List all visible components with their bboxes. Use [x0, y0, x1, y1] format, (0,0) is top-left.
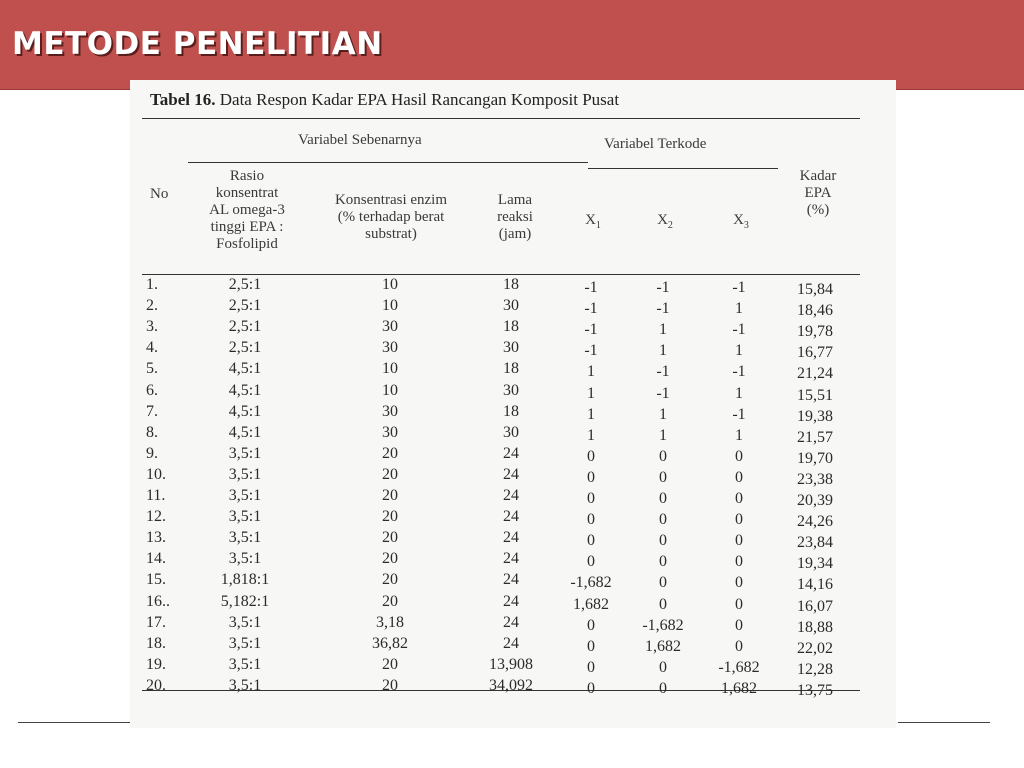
cell-epa: 21,57 — [797, 428, 833, 446]
cell-x1: 0 — [587, 468, 595, 486]
cell-ratio: 3,5:1 — [228, 655, 262, 673]
table-caption: Tabel 16. Data Respon Kadar EPA Hasil Rancangan Komposit Pusat — [150, 90, 620, 109]
cell-ratio: 3,5:1 — [228, 465, 262, 483]
cell-no: 6. — [146, 381, 158, 399]
cell-x2: 1 — [659, 405, 667, 423]
footer-rule-left — [18, 722, 130, 723]
cell-x1: 0 — [587, 637, 595, 655]
cell-x3: 0 — [735, 595, 743, 613]
cell-no: 11. — [146, 487, 166, 504]
cell-ratio: 2,5:1 — [228, 297, 262, 315]
cell-no: 2. — [146, 297, 158, 315]
cell-no: 1. — [146, 276, 158, 293]
cell-no: 15. — [146, 571, 166, 589]
cell-x1: 0 — [587, 532, 595, 550]
cell-x1: 0 — [587, 616, 595, 634]
cell-ratio: 1,818:1 — [220, 571, 270, 589]
cell-time: 24 — [503, 634, 519, 652]
cell-ratio: 4,5:1 — [228, 402, 262, 420]
cell-x1: 1,682 — [573, 595, 609, 613]
cell-x2: -1,682 — [642, 616, 684, 634]
cell-time: 24 — [503, 592, 519, 610]
cell-no: 5. — [146, 360, 158, 378]
cell-x2: 1 — [659, 426, 667, 444]
cell-no: 13. — [146, 529, 166, 547]
cell-time: 30 — [503, 297, 519, 315]
cell-enzyme: 20 — [382, 592, 398, 610]
cell-enzyme: 30 — [382, 402, 398, 420]
cell-epa: 19,38 — [797, 407, 833, 425]
cell-epa: 15,51 — [797, 386, 833, 404]
cell-time: 24 — [503, 508, 519, 526]
cell-no: 9. — [146, 444, 158, 462]
cell-x3: -1 — [732, 363, 746, 381]
cell-x3: 0 — [735, 511, 743, 529]
cell-epa: 23,38 — [797, 470, 833, 488]
cell-x3: 0 — [735, 616, 743, 634]
cell-x1: 1 — [587, 405, 595, 423]
header-enzyme: Konsentrasi enzim (% terhadap berat substrat) — [334, 192, 448, 242]
cell-x2: -1 — [656, 279, 670, 296]
cell-x3: 0 — [735, 532, 743, 550]
cell-x2: 0 — [659, 532, 667, 550]
cell-x2: 1 — [659, 342, 667, 360]
header-x3: $X_3$ — [733, 212, 749, 231]
cell-x3: 0 — [735, 490, 743, 507]
cell-epa: 15,84 — [797, 281, 833, 298]
cell-enzyme: 30 — [382, 423, 398, 441]
cell-enzyme: 10 — [382, 297, 398, 315]
cell-no: 12. — [146, 508, 166, 526]
cell-ratio: 3,5:1 — [228, 676, 262, 694]
cell-enzyme: 3,18 — [376, 613, 404, 631]
cell-x3: 0 — [735, 553, 743, 571]
header-no: No — [150, 186, 169, 202]
cell-x2: 1,682 — [645, 637, 681, 655]
cell-no: 8. — [146, 423, 158, 441]
cell-enzyme: 10 — [382, 276, 398, 293]
cell-ratio: 4,5:1 — [228, 381, 262, 399]
cell-x1: -1 — [584, 321, 598, 339]
cell-x2: 0 — [659, 574, 667, 592]
cell-enzyme: 20 — [382, 487, 398, 504]
cell-enzyme: 10 — [382, 381, 398, 399]
cell-x3: -1 — [732, 279, 746, 296]
cell-enzyme: 20 — [382, 655, 398, 673]
cell-x1: 0 — [587, 490, 595, 507]
cell-x3: 0 — [735, 574, 743, 592]
cell-x1: 0 — [587, 553, 595, 571]
cell-epa: 12,28 — [797, 660, 833, 678]
cell-time: 30 — [503, 339, 519, 357]
cell-time: 18 — [503, 276, 519, 293]
cell-no: 16.. — [146, 592, 170, 610]
cell-epa: 18,88 — [797, 618, 833, 636]
cell-enzyme: 30 — [382, 339, 398, 357]
cell-no: 18. — [146, 634, 166, 652]
cell-no: 3. — [146, 318, 158, 336]
cell-time: 18 — [503, 402, 519, 420]
cell-time: 24 — [503, 465, 519, 483]
cell-x1: -1 — [584, 279, 598, 296]
cell-ratio: 3,5:1 — [228, 487, 262, 504]
cell-time: 13,908 — [489, 655, 533, 673]
cell-x3: 1 — [735, 342, 743, 360]
cell-epa: 20,39 — [797, 492, 833, 509]
cell-enzyme: 20 — [382, 444, 398, 462]
cell-ratio: 2,5:1 — [228, 339, 262, 357]
cell-epa: 22,02 — [797, 639, 833, 657]
cell-enzyme: 30 — [382, 318, 398, 336]
table-top-rule — [142, 118, 860, 119]
cell-x2: 0 — [659, 658, 667, 676]
group-header-coded: Variabel Terkode — [604, 136, 707, 152]
cell-x2: 0 — [659, 447, 667, 465]
cell-x2: -1 — [656, 363, 670, 381]
cell-epa: 23,84 — [797, 534, 833, 552]
cell-epa: 19,78 — [797, 323, 833, 341]
cell-x3: 0 — [735, 468, 743, 486]
cell-epa: 16,77 — [797, 344, 833, 362]
header-ratio: Rasio konsentrat AL omega-3 tinggi EPA : Fosfolipid — [209, 168, 285, 252]
header-time: Lama reaksi (jam) — [497, 192, 533, 242]
cell-x2: 1 — [659, 321, 667, 339]
cell-ratio: 4,5:1 — [228, 360, 262, 378]
table-scan-image — [130, 80, 896, 728]
cell-enzyme: 20 — [382, 676, 398, 694]
cell-x2: 0 — [659, 553, 667, 571]
cell-no: 4. — [146, 339, 158, 357]
cell-x1: 0 — [587, 658, 595, 676]
cell-time: 18 — [503, 360, 519, 378]
cell-ratio: 3,5:1 — [228, 634, 262, 652]
cell-x1: -1 — [584, 342, 598, 360]
cell-x1: -1 — [584, 300, 598, 318]
cell-no: 7. — [146, 402, 158, 420]
cell-x3: 0 — [735, 637, 743, 655]
cell-no: 20. — [146, 676, 166, 694]
cell-x3: 1,682 — [721, 679, 757, 697]
cell-no: 17. — [146, 613, 166, 631]
cell-time: 24 — [503, 613, 519, 631]
cell-x3: -1 — [732, 405, 746, 423]
cell-ratio: 4,5:1 — [228, 423, 262, 441]
header-x2: $X_2$ — [657, 212, 673, 231]
cell-x3: 0 — [735, 447, 743, 465]
cell-x3: 1 — [735, 384, 743, 402]
cell-time: 18 — [503, 318, 519, 336]
cell-ratio: 3,5:1 — [228, 613, 262, 631]
cell-ratio: 5,182:1 — [220, 592, 270, 610]
cell-x1: -1,682 — [570, 574, 612, 592]
cell-epa: 24,26 — [797, 513, 833, 531]
cell-enzyme: 20 — [382, 571, 398, 589]
cell-no: 10. — [146, 465, 166, 483]
cell-x3: -1,682 — [718, 658, 760, 676]
cell-time: 24 — [503, 529, 519, 547]
cell-ratio: 3,5:1 — [228, 444, 262, 462]
cell-x3: 1 — [735, 426, 743, 444]
cell-ratio: 3,5:1 — [228, 550, 262, 568]
cell-enzyme: 20 — [382, 465, 398, 483]
cell-enzyme: 10 — [382, 360, 398, 378]
cell-epa: 16,07 — [797, 597, 833, 615]
header-epa: Kadar EPA (%) — [799, 168, 837, 218]
slide-title: METODE PENELITIAN — [12, 26, 383, 62]
cell-epa: 18,46 — [797, 302, 833, 320]
cell-x1: 1 — [587, 426, 595, 444]
cell-enzyme: 20 — [382, 529, 398, 547]
cell-time: 30 — [503, 423, 519, 441]
cell-x2: 0 — [659, 511, 667, 529]
cell-ratio: 3,5:1 — [228, 529, 262, 547]
cell-enzyme: 20 — [382, 550, 398, 568]
cell-ratio: 2,5:1 — [228, 318, 262, 336]
cell-x2: 0 — [659, 679, 667, 697]
cell-epa: 19,70 — [797, 449, 833, 467]
cell-ratio: 2,5:1 — [228, 276, 262, 293]
cell-enzyme: 36,82 — [372, 634, 408, 652]
cell-enzyme: 20 — [382, 508, 398, 526]
cell-x3: -1 — [732, 321, 746, 339]
cell-epa: 21,24 — [797, 365, 833, 383]
cell-x2: 0 — [659, 595, 667, 613]
cell-time: 24 — [503, 571, 519, 589]
header-x1: $X_1$ — [585, 212, 601, 231]
cell-time: 24 — [503, 444, 519, 462]
cell-time: 34,092 — [489, 676, 533, 694]
cell-x1: 1 — [587, 363, 595, 381]
cell-epa: 14,16 — [797, 576, 833, 594]
cell-x2: 0 — [659, 468, 667, 486]
cell-x2: -1 — [656, 384, 670, 402]
cell-time: 24 — [503, 487, 519, 504]
group-rule-actual — [188, 162, 588, 163]
cell-no: 19. — [146, 655, 166, 673]
cell-epa: 13,75 — [797, 681, 833, 699]
cell-x3: 1 — [735, 300, 743, 318]
cell-no: 14. — [146, 550, 166, 568]
cell-x1: 0 — [587, 447, 595, 465]
group-header-actual: Variabel Sebenarnya — [298, 132, 422, 148]
header-bottom-rule — [142, 274, 860, 275]
footer-rule-right — [898, 722, 990, 723]
cell-ratio: 3,5:1 — [228, 508, 262, 526]
cell-x2: -1 — [656, 300, 670, 318]
group-rule-coded — [588, 168, 778, 169]
cell-x1: 0 — [587, 679, 595, 697]
cell-x2: 0 — [659, 490, 667, 507]
cell-time: 24 — [503, 550, 519, 568]
cell-time: 30 — [503, 381, 519, 399]
title-banner — [0, 0, 1024, 90]
cell-x1: 0 — [587, 511, 595, 529]
cell-epa: 19,34 — [797, 555, 833, 573]
cell-x1: 1 — [587, 384, 595, 402]
